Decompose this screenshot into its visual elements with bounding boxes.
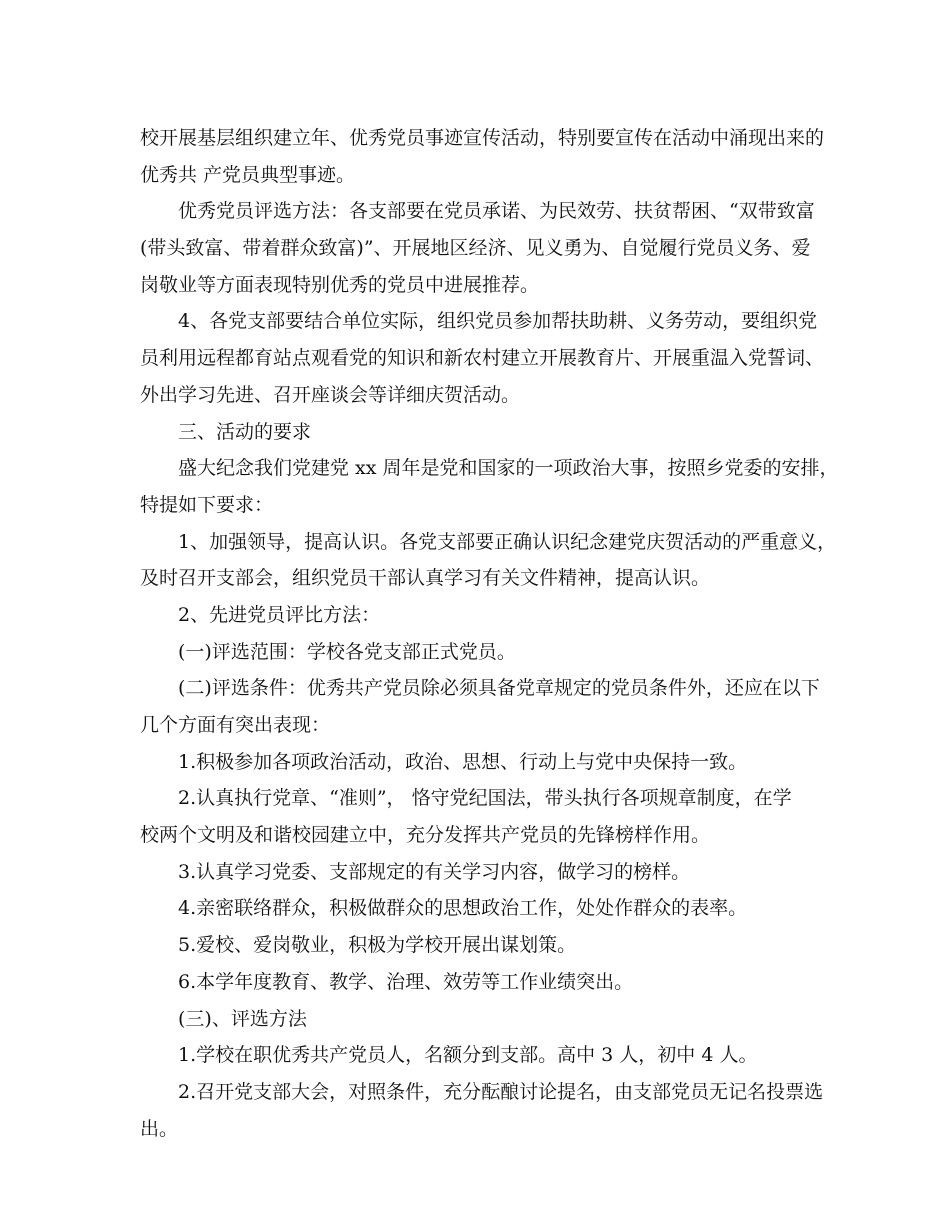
text-line: 优秀共 产党员典型事迹。 [140, 163, 356, 186]
text-line: 优秀党员评选方法：各支部要在党员承诺、为民效劳、扶贫帮困、“双带致富 [178, 200, 815, 223]
text-line: 5.爱校、爱岗敬业，积极为学校开展出谋划策。 [178, 934, 577, 957]
text-line: 外出学习先进、召开座谈会等详细庆贺活动。 [140, 383, 521, 406]
text-line: 1.积极参加各项政治活动，政治、思想、行动上与党中央保持一致。 [178, 750, 748, 773]
text-line: 2.召开党支部大会，对照条件，充分酝酿讨论提名，由支部党员无记名投票选 [178, 1080, 824, 1103]
text-line: 特提如下要求： [140, 493, 274, 516]
text-line: 3.认真学习党委、支部规定的有关学习内容，做学习的榜样。 [178, 860, 691, 883]
text-line: 及时召开支部会，组织党员干部认真学习有关文件精神，提高认识。 [140, 567, 711, 590]
text-line: (三)、评选方法 [178, 1007, 307, 1030]
text-line: 6.本学年度教育、教学、治理、效劳等工作业绩突出。 [178, 970, 634, 993]
text-line: 校两个文明及和谐校园建立中，充分发挥共产党员的先锋榜样作用。 [140, 824, 711, 847]
text-line: 校开展基层组织建立年、优秀党员事迹宣传活动，特别要宣传在活动中涌现出来的 [140, 127, 825, 149]
text-line: 岗敬业等方面表现特别优秀的党员中进展推荐。 [140, 273, 540, 296]
text-line: (带头致富、带着群众致富)”、开展地区经济、见义勇为、自觉履行党员义务、爱 [140, 237, 811, 260]
text-line: 4、各党支部要结合单位实际，组织党员参加帮扶助耕、义务劳动，要组织党 [178, 310, 818, 333]
document-body [140, 120, 839, 1147]
text-line: 1、加强领导，提高认识。各党支部要正确认识纪念建党庆贺活动的严重意义， [178, 530, 837, 553]
text-line: 1.学校在职优秀共产党员人，名额分到支部。高中 3 人，初中 4 人。 [178, 1044, 758, 1067]
text-line: 盛大纪念我们党建党 xx 周年是党和国家的一项政治大事，按照乡党委的安排， [178, 457, 839, 480]
text-line: 三、活动的要求 [178, 420, 312, 443]
text-line: (一)评选范围：学校各党支部正式党员。 [178, 640, 516, 663]
text-line: 4.亲密联络群众，积极做群众的思想政治工作，处处作群众的表率。 [178, 897, 748, 920]
text-line: 员利用远程都育站点观看党的知识和新农村建立开展教育片、开展重温入党誓词、 [140, 347, 825, 370]
text-line: 几个方面有突出表现： [140, 714, 331, 736]
text-line: 2.认真执行党章、“准则”， 恪守党纪国法，带头执行各项规章制度，在学 [178, 787, 792, 810]
text-line: 2、先进党员评比方法： [178, 603, 381, 626]
text-line: 出。 [140, 1117, 179, 1140]
text-line: (二)评选条件：优秀共产党员除必须具备党章规定的党员条件外，还应在以下 [178, 677, 820, 700]
